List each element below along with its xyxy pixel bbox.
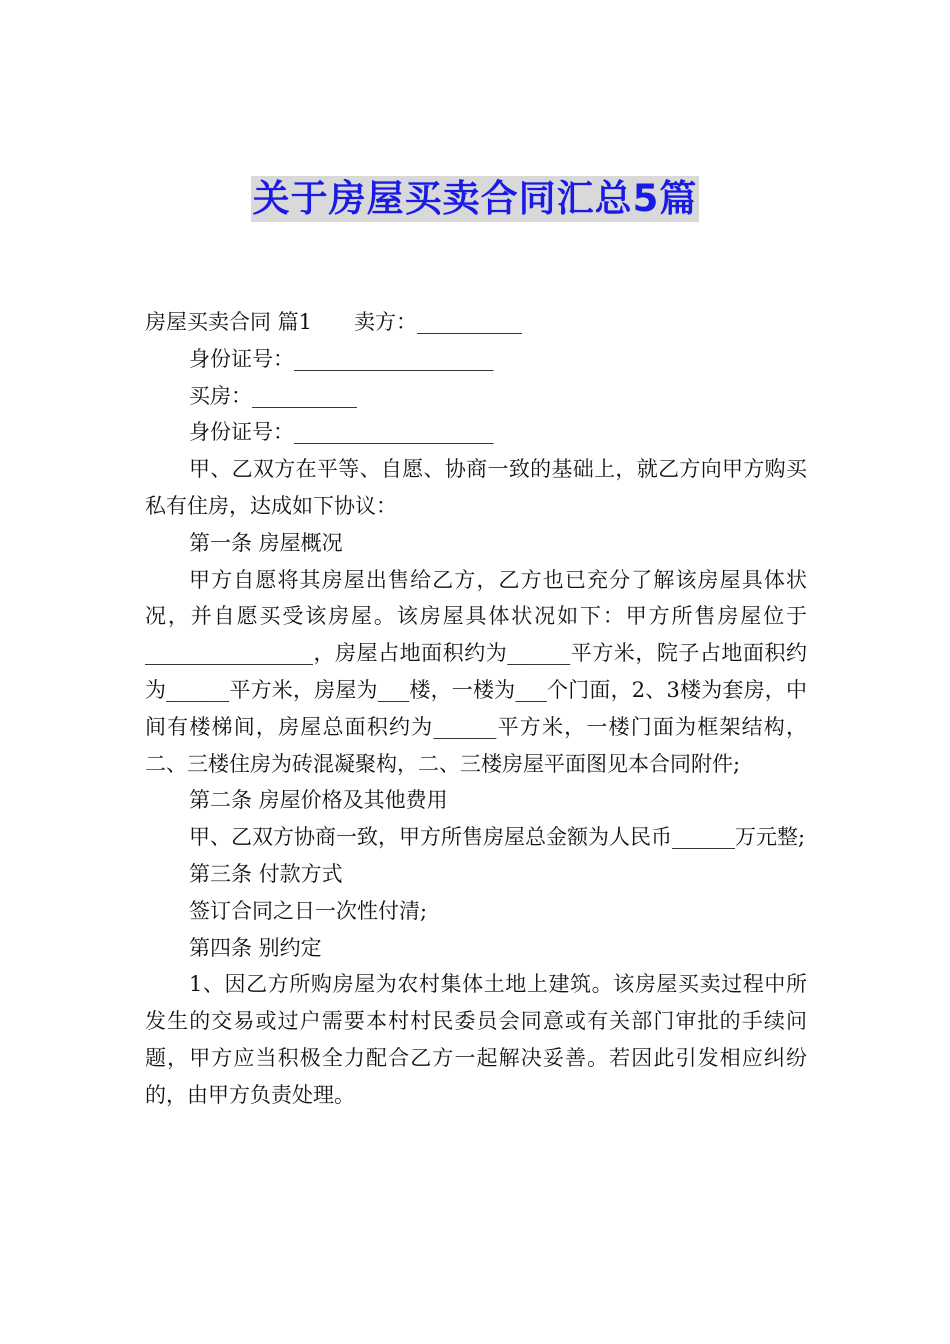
paragraph-article-4-item-1: 1、因乙方所购房屋为农村集体土地上建筑。该房屋买卖过程中所发生的交易或过户需要本村村民委员会同意或有关部门审批的手续问题，甲方应当积极全力配合乙方一起解决妥善。若因此引发相应纠纷的，由甲方负责处理。 xyxy=(145,972,807,1107)
paragraph-buyer: 买房：__________ xyxy=(189,383,357,408)
paragraph-contract-heading: 房屋买卖合同 篇1 卖方：__________ xyxy=(145,310,523,334)
paragraph-seller-id: 身份证号：___________________ xyxy=(189,346,494,371)
title-container xyxy=(0,176,950,222)
document-title: 关于房屋买卖合同汇总5篇 xyxy=(252,177,698,220)
paragraph-article-1-heading: 第一条 房屋概况 xyxy=(189,530,343,555)
paragraph-preamble: 甲、乙双方在平等、自愿、协商一致的基础上，就乙方向甲方购买私有住房，达成如下协议： xyxy=(145,457,807,518)
paragraph-article-1-body: 甲方自愿将其房屋出售给乙方，乙方也已充分了解该房屋具体状况，并自愿买受该房屋。该房屋具体状况如下：甲方所售房屋位于________________，房屋占地面积约为______平方米，院子占地面积约为______平方米，房屋为___楼，一楼为___个门面，2、3楼为套房，中间有楼梯间，房屋总面积约为______平方米，一楼门面为框架结构，二、三楼住房为砖混凝聚构，二、三楼房屋平面图见本合同附件; xyxy=(145,567,807,776)
paragraph-article-3-body: 签订合同之日一次性付清; xyxy=(189,898,428,923)
paragraph-article-2-body: 甲、乙双方协商一致，甲方所售房屋总金额为人民币______万元整; xyxy=(189,825,806,850)
document-body xyxy=(145,304,807,1114)
paragraph-article-4-heading: 第四条 别约定 xyxy=(189,935,322,960)
paragraph-article-3-heading: 第三条 付款方式 xyxy=(189,861,343,886)
paragraph-article-2-heading: 第二条 房屋价格及其他费用 xyxy=(189,788,448,813)
paragraph-buyer-id: 身份证号：___________________ xyxy=(189,420,494,445)
